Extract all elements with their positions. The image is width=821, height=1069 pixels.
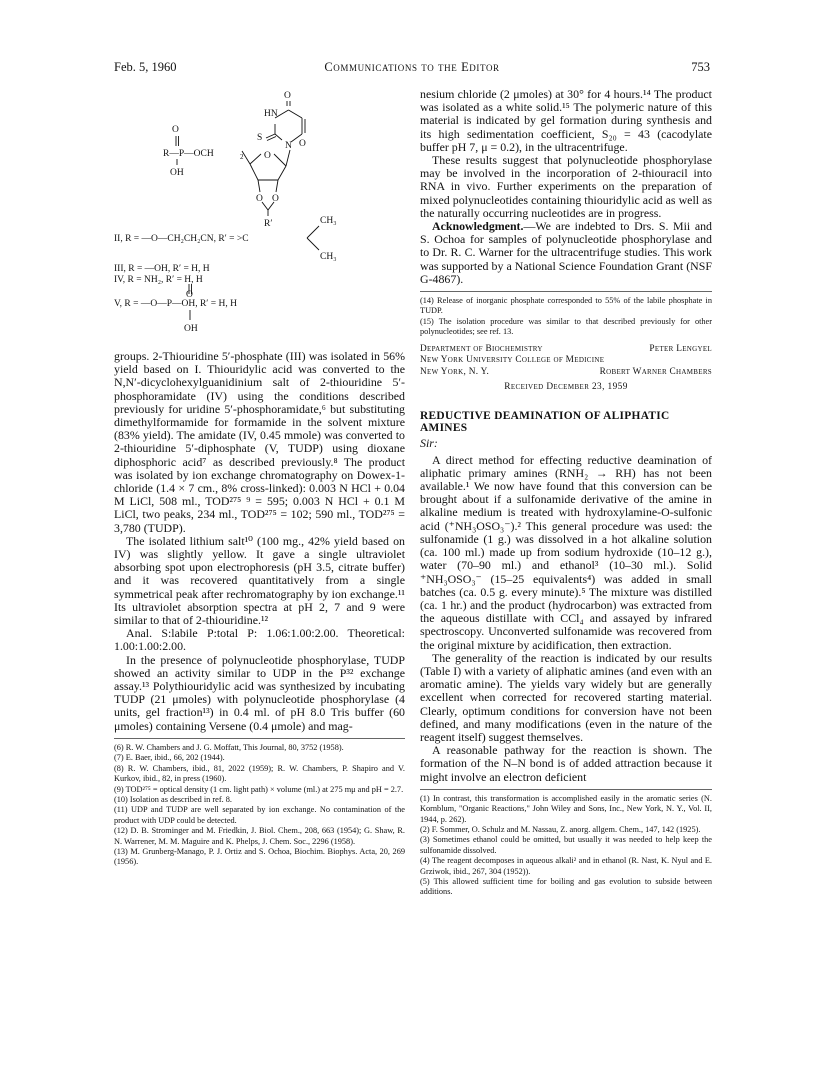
footnote: (2) F. Sommer, O. Schulz and M. Nassau, Z. anorg. allgem. Chem., 147, 142 (1925). [420, 824, 701, 834]
atom-o-left: O [299, 139, 306, 149]
left-paragraph-analysis: Anal. S:labile P:total P: 1.06:1.00:2.00. Theoretical: 1.00:1.00:2.00. [114, 626, 405, 654]
right-column [420, 88, 712, 898]
footnote-divider [420, 291, 712, 292]
article-title: REDUCTIVE DEAMINATION OF ALIPHATIC AMINES [420, 409, 670, 434]
chemical-structure-figure [114, 88, 405, 346]
footnote: (5) This allowed sufficient time for boiling and gas evolution to subside between additions. [420, 877, 712, 897]
footnote-divider [420, 789, 712, 790]
compound-V-o: O [186, 290, 193, 300]
atom-n: N [285, 141, 292, 151]
footnote: (15) The isolation procedure was similar to that described previously for other polynucleotides; see ref. 13. [420, 316, 712, 337]
atom-oh: OH [170, 168, 184, 178]
footnote-divider [114, 738, 405, 739]
left-footnotes [114, 743, 405, 868]
affiliation-city: New York, N. Y. [420, 366, 490, 377]
structure-drawing [114, 88, 405, 346]
ch3-top: CH₃ [320, 216, 337, 226]
atom-r-prime: R′ [264, 219, 273, 229]
atom-r-p-och2: R—P—OCH [163, 149, 214, 159]
article-paragraph-2: The generality of the reaction is indicated by our results (Table I) with a variety of aliphatic amines (and even with an aromatic amine). The yields vary widely but are generally excellent when corrected for recovered starting material. Clearly, optimum conditions for conversion have not been defined, and many modifications (even in the nature of the reagent itself) suggest themselves. [420, 650, 712, 744]
atom-sugar-o-right: O [272, 194, 279, 204]
salutation: Sir: [420, 435, 438, 450]
article-paragraph-1: A direct method for effecting reductive deamination of aliphatic primary amines (RNH₂ → RH) has not been available.¹ We now have found that this conversion can be brought about if a sulfonamide derivative of the amine in alkaline medium is treated with hydroxylamine-O-sulfonic acid (⁺NH₃OSO₃⁻).² This general procedure was used: the sulfonamide (1 g.) was dissolved in a hot alkaline solution (ca. 100 ml.) made up from sodium hydroxide (10–12 g.), water (70–90 ml.) and ethanol³ (10–30 ml.). Solid ⁺NH₃OSO₃⁻ (15–25 equivalents⁴) was added in small batches (ca. 0.5 g. every minute).⁵ The mixture was distilled (ca. 1 hr.) and the product (hydrocarbon) was extracted from the aqueous distillate with CCl₄ and assayed by infrared spectroscopy. Unconverted sulfonamide was recovered from the original mixture by acidification, then extraction. [420, 452, 712, 652]
atom-p-o: O [172, 125, 179, 135]
atom-hn: HN [264, 109, 278, 119]
atom-sugar-o-left: O [256, 194, 263, 204]
ch3-bottom: CH₃ [320, 252, 337, 262]
left-paragraph-1: groups. 2-Thiouridine 5′-phosphate (III) was isolated in 56% yield based on I. Thiouridylic acid was converted to the N,N′-dicyclohexylguanidinium salt of 2-thiouridine 5′-phosphoramidate (IV) using the conditions described previously for uridine 5′-phosphoramidate,⁶ but substituting dimethylformamide for formamide in the solvent mixture (83% yield). The amidate (IV, 0.45 mmole) was converted to 2-thiouridine 5′-diphosphate (V, TUDP) using dioxane diphosphoric acid⁷ as described previously.⁸ The product was isolated by ion exchange chromatography on Dowex-1-chloride (1.4 × 7 cm., 8% cross-linked): 0.003 N HCl + 0.04 M LiCl, 508 ml., TOD²⁷⁵ ⁹ = 595; 0.003 N HCl + 0.1 M LiCl, two peaks, 234 ml., TOD²⁷⁵ = 102; 590 ml., TOD²⁷⁵ = 3,780 (TUDP). [114, 349, 405, 535]
footnote: (3) Sometimes ethanol could be omitted, but usually it was needed to help keep the sulfonamide dissolved. [420, 835, 712, 855]
left-column [114, 88, 405, 868]
acknowledgment-heading: Acknowledgment. [432, 219, 524, 234]
atom-sub2: 2 [240, 153, 244, 161]
footnote: (4) The reagent decomposes in aqueous alkali² and in ethanol (R. Nast, K. Nyul and E. Grziwok, ibid., 267, 304 (1952)). [420, 856, 712, 876]
footnote: (1) In contrast, this transformation is accomplished easily in the aromatic series (N. Kornblum, "Organic Reactions," John Wiley and Sons, Inc., New York, N. Y., Vol. II, 1944, p. 262). [420, 793, 712, 824]
atom-s: S [257, 133, 263, 143]
acknowledgment-paragraph [420, 220, 712, 286]
affiliation-department: Department of Biochemistry [420, 343, 543, 354]
page-header [114, 60, 710, 76]
footnote: (8) R. W. Chambers, ibid., 81, 2022 (1959); R. W. Chambers, P. Shapiro and V. Kurkov, ibid., 82, in press (1960). [114, 763, 405, 784]
header-section: Communications to the Editor [324, 60, 500, 74]
compound-II-line: II, R = —O—CH₂CH₂CN, R′ = >C [114, 234, 249, 244]
author-name: Peter Lengyel [649, 343, 712, 354]
article-paragraph-3: A reasonable pathway for the reaction is shown. The formation of the N–N bond is of added attraction because it might involve an electron deficient [420, 743, 712, 784]
footnote: (12) D. B. Strominger and M. Friedkin, J. Biol. Chem., 208, 663 (1954); G. Shaw, R. N. Warrener, M. M. Maguire and K. Phelps, J. Chem. Soc., 2296 (1958). [114, 826, 405, 846]
right-paragraph-1: nesium chloride (2 μmoles) at 30° for 4 hours.¹⁴ The product was isolated as a white solid.¹⁵ The polymeric nature of this material is indicated by gel formation during synthesis and its high sedimentation coefficient, S₂₀ = 43 (cacodylate buffer pH 7, μ = 0.2), in the ultracentrifuge. [420, 87, 712, 154]
affiliation-school: New York University College of Medicine [420, 355, 605, 366]
compound-V-line: V, R = —O—P—OH, R′ = H, H [114, 299, 237, 309]
compound-III-line: III, R = —OH, R′ = H, H [114, 264, 210, 274]
footnote: (13) M. Grunberg-Manago, P. J. Ortiz and S. Ochoa, Biochim. Biophys. Acta, 20, 269 (1956). [114, 846, 405, 867]
atom-o-top: O [284, 91, 291, 101]
received-date: Received December 23, 1959 [504, 381, 628, 392]
left-paragraph-2: The isolated lithium salt¹⁰ (100 mg., 42% yield based on IV) was slightly yellow. It gave a single ultraviolet absorbing spot upon electrophoresis (pH 3.5, citrate buffer) and it was recovered quantitatively from a single symmetrical peak after rechromatography by ion exchange.¹¹ Its ultraviolet absorption spectra at pH 2, 7 and 9 were similar to that of 2-thiouridine.¹² [114, 533, 405, 628]
author-name: Robert Warner Chambers [599, 366, 712, 377]
footnote: (9) TOD²⁷⁵ = optical density (1 cm. light path) × volume (ml.) at 275 mμ and pH = 2.7. [114, 784, 404, 794]
footnote: (10) Isolation as described in ref. 8. [114, 794, 232, 804]
compound-IV-line: IV, R = NH₂, R′ = H, H [114, 275, 203, 285]
author-affiliation [420, 344, 712, 380]
acknowledgment-text: —We are indebted to Drs. S. Mii and S. Ochoa for samples of polynucleotide phosphorylase and to Dr. R. C. Warner for the ultracentrifuge studies. This work was supported by a National Science Foundation Grant (NSF G-4867). [420, 219, 712, 286]
footnote: (11) UDP and TUDP are well separated by ion exchange. No contamination of the product with UDP could be detected. [114, 805, 405, 825]
header-date: Feb. 5, 1960 [114, 60, 177, 74]
footnote: (14) Release of inorganic phosphate corresponded to 55% of the labile phosphate in TUDP. [420, 296, 712, 316]
header-page-number: 753 [691, 60, 710, 74]
compound-V-oh: OH [184, 324, 198, 334]
footnote: (6) R. W. Chambers and J. G. Moffatt, This Journal, 80, 3752 (1958). [114, 742, 344, 752]
footnote: (7) E. Baer, ibid., 66, 202 (1944). [114, 753, 225, 763]
atom-ring-o: O [264, 151, 271, 161]
right-paragraph-2: These results suggest that polynucleotide phosphorylase may be involved in the incorporation of 2-thiouracil into RNA in vivo. Further experiments on the preparation of mixed polynucleotides containing thiouridylic acid as well as the naturally occurring nucleotides are in progress. [420, 153, 712, 220]
left-paragraph-3: In the presence of polynucleotide phosphorylase, TUDP showed an activity similar to UDP in the P³² exchange assay.¹³ Polythiouridylic acid was synthesized by incubating TUDP (21 μmoles) with polynucleotide phosphorylase (4 units, gel fraction¹³) in 0.4 ml. of pH 8.0 Tris buffer (60 μmoles) containing Versene (0.4 μmole) and mag- [114, 652, 405, 733]
